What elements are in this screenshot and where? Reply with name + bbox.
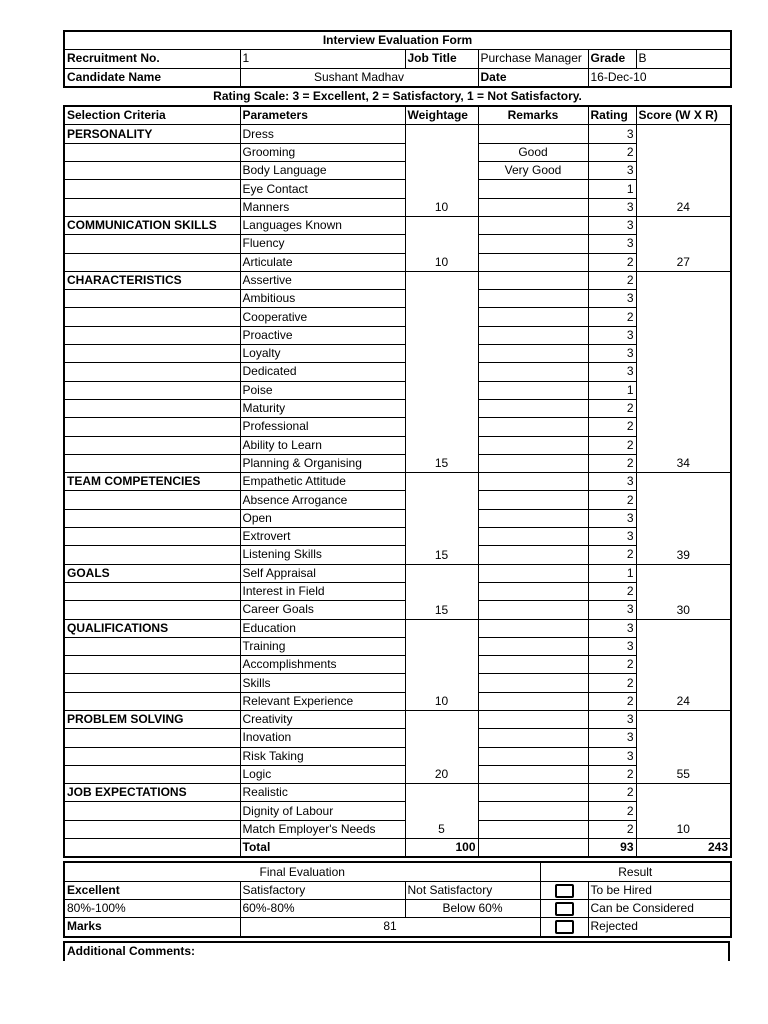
rating-value: 3	[588, 290, 636, 308]
criteria-blank	[64, 326, 240, 344]
marks-label: Marks	[64, 918, 240, 937]
parameter-name: Loyalty	[240, 345, 405, 363]
criteria-name: PROBLEM SOLVING	[64, 710, 240, 728]
rating-value: 2	[588, 491, 636, 509]
criteria-blank	[64, 546, 240, 564]
criteria-blank	[64, 656, 240, 674]
criteria-row	[64, 180, 731, 198]
remarks-value	[478, 674, 588, 692]
rating-value: 1	[588, 381, 636, 399]
remarks-value	[478, 436, 588, 454]
criteria-row	[64, 582, 731, 600]
rating-value: 2	[588, 399, 636, 417]
candidate-label: Candidate Name	[64, 68, 240, 87]
criteria-blank	[64, 143, 240, 161]
rating-value: 2	[588, 436, 636, 454]
parameter-name: Self Appraisal	[240, 564, 405, 582]
rating-value: 2	[588, 454, 636, 472]
parameter-name: Open	[240, 509, 405, 527]
criteria-name: QUALIFICATIONS	[64, 619, 240, 637]
criteria-name: JOB EXPECTATIONS	[64, 784, 240, 802]
score-value: 24	[636, 619, 731, 710]
weightage-value: 20	[405, 710, 478, 783]
hired-checkbox-cell[interactable]	[540, 881, 588, 899]
criteria-row	[64, 802, 731, 820]
criteria-blank	[64, 582, 240, 600]
remarks-value	[478, 418, 588, 436]
header-parameters: Parameters	[240, 106, 405, 125]
score-value: 39	[636, 473, 731, 564]
criteria-blank	[64, 345, 240, 363]
result-considered: Can be Considered	[588, 899, 731, 917]
parameter-name: Eye Contact	[240, 180, 405, 198]
recruitment-no: 1	[240, 50, 405, 68]
criteria-blank	[64, 308, 240, 326]
rating-value: 2	[588, 802, 636, 820]
recruitment-label: Recruitment No.	[64, 50, 240, 68]
parameter-name: Dedicated	[240, 363, 405, 381]
remarks-value	[478, 802, 588, 820]
remarks-value	[478, 235, 588, 253]
remarks-value	[478, 546, 588, 564]
remarks-value: Very Good	[478, 162, 588, 180]
total-rating: 93	[588, 839, 636, 858]
weightage-value: 15	[405, 564, 478, 619]
criteria-row	[64, 601, 731, 619]
criteria-row	[64, 765, 731, 783]
parameter-name: Listening Skills	[240, 546, 405, 564]
criteria-row	[64, 326, 731, 344]
criteria-row	[64, 491, 731, 509]
result-hired: To be Hired	[588, 881, 731, 899]
criteria-name: CHARACTERISTICS	[64, 271, 240, 289]
remarks-value	[478, 637, 588, 655]
total-blank	[64, 839, 240, 858]
criteria-blank	[64, 528, 240, 546]
criteria-blank	[64, 820, 240, 838]
header-remarks: Remarks	[478, 106, 588, 125]
final-evaluation-title: Final Evaluation	[64, 862, 540, 881]
grade-label: Grade	[588, 50, 636, 68]
parameter-name: Creativity	[240, 710, 405, 728]
rating-value: 2	[588, 271, 636, 289]
criteria-row	[64, 125, 731, 143]
criteria-row	[64, 710, 731, 728]
rating-value: 1	[588, 564, 636, 582]
criteria-name: COMMUNICATION SKILLS	[64, 216, 240, 234]
remarks-value	[478, 399, 588, 417]
parameter-name: Ability to Learn	[240, 436, 405, 454]
criteria-row	[64, 820, 731, 838]
rating-value: 3	[588, 216, 636, 234]
criteria-row	[64, 729, 731, 747]
excellent-range: 80%-100%	[64, 899, 240, 917]
header-score: Score (W X R)	[636, 106, 731, 125]
criteria-row	[64, 509, 731, 527]
header-weightage: Weightage	[405, 106, 478, 125]
parameter-name: Realistic	[240, 784, 405, 802]
weightage-value: 15	[405, 271, 478, 472]
rating-value: 3	[588, 235, 636, 253]
score-value: 30	[636, 564, 731, 619]
form-title: Interview Evaluation Form	[64, 31, 731, 50]
criteria-blank	[64, 491, 240, 509]
satisfactory-range: 60%-80%	[240, 899, 405, 917]
remarks-value	[478, 601, 588, 619]
criteria-name: GOALS	[64, 564, 240, 582]
rating-value: 3	[588, 473, 636, 491]
criteria-blank	[64, 637, 240, 655]
parameter-name: Dignity of Labour	[240, 802, 405, 820]
rating-value: 3	[588, 509, 636, 527]
parameter-name: Fluency	[240, 235, 405, 253]
criteria-row	[64, 619, 731, 637]
criteria-row	[64, 436, 731, 454]
remarks-value	[478, 619, 588, 637]
rating-value: 3	[588, 198, 636, 216]
criteria-blank	[64, 198, 240, 216]
parameter-name: Languages Known	[240, 216, 405, 234]
grade-value: B	[636, 50, 731, 68]
criteria-blank	[64, 765, 240, 783]
parameter-name: Skills	[240, 674, 405, 692]
criteria-name: PERSONALITY	[64, 125, 240, 143]
weightage-value: 10	[405, 125, 478, 216]
criteria-row	[64, 162, 731, 180]
parameter-name: Assertive	[240, 271, 405, 289]
parameter-name: Interest in Field	[240, 582, 405, 600]
rating-value: 3	[588, 619, 636, 637]
criteria-row	[64, 235, 731, 253]
remarks-value	[478, 784, 588, 802]
criteria-blank	[64, 692, 240, 710]
criteria-row	[64, 674, 731, 692]
parameter-name: Empathetic Attitude	[240, 473, 405, 491]
parameter-name: Accomplishments	[240, 656, 405, 674]
criteria-row	[64, 473, 731, 491]
remarks-value	[478, 345, 588, 363]
total-remarks-blank	[478, 839, 588, 858]
remarks-value	[478, 473, 588, 491]
parameter-name: Professional	[240, 418, 405, 436]
criteria-blank	[64, 180, 240, 198]
remarks-value	[478, 692, 588, 710]
score-value: 10	[636, 784, 731, 839]
parameter-name: Poise	[240, 381, 405, 399]
remarks-value	[478, 308, 588, 326]
rating-value: 2	[588, 418, 636, 436]
parameter-name: Logic	[240, 765, 405, 783]
rating-value: 3	[588, 345, 636, 363]
criteria-row	[64, 454, 731, 472]
header-rating: Rating	[588, 106, 636, 125]
parameter-name: Education	[240, 619, 405, 637]
considered-checkbox-cell[interactable]	[540, 899, 588, 917]
considered-checkbox[interactable]	[555, 902, 574, 916]
remarks-value: Good	[478, 143, 588, 161]
rating-value: 2	[588, 784, 636, 802]
total-weightage: 100	[405, 839, 478, 858]
rating-value: 3	[588, 601, 636, 619]
rating-value: 2	[588, 582, 636, 600]
parameter-name: Inovation	[240, 729, 405, 747]
criteria-row	[64, 637, 731, 655]
criteria-blank	[64, 363, 240, 381]
criteria-row	[64, 692, 731, 710]
parameter-name: Career Goals	[240, 601, 405, 619]
remarks-value	[478, 381, 588, 399]
remarks-value	[478, 363, 588, 381]
remarks-value	[478, 656, 588, 674]
criteria-row	[64, 381, 731, 399]
parameter-name: Relevant Experience	[240, 692, 405, 710]
job-title-value: Purchase Manager	[478, 50, 588, 68]
remarks-value	[478, 710, 588, 728]
satisfactory-label: Satisfactory	[240, 881, 405, 899]
rating-value: 2	[588, 253, 636, 271]
criteria-blank	[64, 418, 240, 436]
rating-value: 3	[588, 747, 636, 765]
date-value: 16-Dec-10	[588, 68, 731, 87]
criteria-blank	[64, 674, 240, 692]
parameter-name: Manners	[240, 198, 405, 216]
criteria-row	[64, 747, 731, 765]
rating-value: 2	[588, 692, 636, 710]
rating-value: 3	[588, 162, 636, 180]
parameter-name: Absence Arrogance	[240, 491, 405, 509]
rating-value: 2	[588, 143, 636, 161]
parameter-name: Cooperative	[240, 308, 405, 326]
rating-value: 3	[588, 710, 636, 728]
remarks-value	[478, 747, 588, 765]
criteria-blank	[64, 399, 240, 417]
rating-value: 2	[588, 820, 636, 838]
weightage-value: 5	[405, 784, 478, 839]
criteria-row	[64, 345, 731, 363]
remarks-value	[478, 528, 588, 546]
parameter-name: Grooming	[240, 143, 405, 161]
weightage-value: 10	[405, 619, 478, 710]
total-label: Total	[240, 839, 405, 858]
result-rejected: Rejected	[588, 918, 731, 937]
criteria-row	[64, 143, 731, 161]
remarks-value	[478, 729, 588, 747]
remarks-value	[478, 820, 588, 838]
remarks-value	[478, 253, 588, 271]
parameter-name: Planning & Organising	[240, 454, 405, 472]
criteria-row	[64, 216, 731, 234]
remarks-value	[478, 765, 588, 783]
rating-value: 3	[588, 363, 636, 381]
rejected-checkbox-cell[interactable]	[540, 918, 588, 937]
remarks-value	[478, 271, 588, 289]
criteria-blank	[64, 253, 240, 271]
parameter-name: Proactive	[240, 326, 405, 344]
rating-value: 1	[588, 180, 636, 198]
criteria-blank	[64, 235, 240, 253]
rating-value: 3	[588, 528, 636, 546]
additional-comments-label: Additional Comments:	[64, 942, 729, 961]
criteria-body	[64, 125, 731, 839]
final-evaluation-table	[63, 861, 732, 937]
rating-value: 3	[588, 125, 636, 143]
rating-value: 2	[588, 308, 636, 326]
rating-value: 2	[588, 674, 636, 692]
criteria-row	[64, 253, 731, 271]
remarks-value	[478, 564, 588, 582]
criteria-table	[63, 105, 732, 858]
score-value: 34	[636, 271, 731, 472]
evaluation-sheet	[63, 30, 730, 961]
criteria-row	[64, 271, 731, 289]
criteria-row	[64, 198, 731, 216]
remarks-value	[478, 491, 588, 509]
remarks-value	[478, 290, 588, 308]
remarks-value	[478, 326, 588, 344]
criteria-row	[64, 546, 731, 564]
parameter-name: Ambitious	[240, 290, 405, 308]
criteria-blank	[64, 162, 240, 180]
criteria-blank	[64, 436, 240, 454]
parameter-name: Match Employer's Needs	[240, 820, 405, 838]
score-value: 27	[636, 216, 731, 271]
rating-value: 2	[588, 765, 636, 783]
comments-table	[63, 941, 730, 961]
criteria-row	[64, 564, 731, 582]
parameter-name: Articulate	[240, 253, 405, 271]
parameter-name: Training	[240, 637, 405, 655]
header-criteria: Selection Criteria	[64, 106, 240, 125]
result-title: Result	[540, 862, 731, 881]
hired-checkbox[interactable]	[555, 884, 574, 898]
score-value: 24	[636, 125, 731, 216]
job-title-label: Job Title	[405, 50, 478, 68]
weightage-value: 10	[405, 216, 478, 271]
remarks-value	[478, 180, 588, 198]
criteria-blank	[64, 601, 240, 619]
parameter-name: Dress	[240, 125, 405, 143]
rating-value: 2	[588, 656, 636, 674]
total-score: 243	[636, 839, 731, 858]
criteria-row	[64, 290, 731, 308]
criteria-blank	[64, 454, 240, 472]
criteria-row	[64, 308, 731, 326]
criteria-row	[64, 656, 731, 674]
parameter-name: Maturity	[240, 399, 405, 417]
score-value: 55	[636, 710, 731, 783]
excellent-label: Excellent	[64, 881, 240, 899]
remarks-value	[478, 582, 588, 600]
weightage-value: 15	[405, 473, 478, 564]
remarks-value	[478, 454, 588, 472]
remarks-value	[478, 509, 588, 527]
criteria-blank	[64, 290, 240, 308]
criteria-name: TEAM COMPETENCIES	[64, 473, 240, 491]
parameter-name: Risk Taking	[240, 747, 405, 765]
not-satisfactory-label: Not Satisfactory	[405, 881, 540, 899]
criteria-row	[64, 528, 731, 546]
date-label: Date	[478, 68, 588, 87]
rating-value: 3	[588, 729, 636, 747]
criteria-blank	[64, 729, 240, 747]
header-table	[63, 30, 732, 105]
candidate-name: Sushant Madhav	[240, 68, 478, 87]
criteria-row	[64, 418, 731, 436]
criteria-row	[64, 784, 731, 802]
criteria-blank	[64, 509, 240, 527]
remarks-value	[478, 198, 588, 216]
remarks-value	[478, 125, 588, 143]
criteria-blank	[64, 747, 240, 765]
criteria-row	[64, 399, 731, 417]
parameter-name: Extrovert	[240, 528, 405, 546]
rating-value: 3	[588, 637, 636, 655]
rating-value: 2	[588, 546, 636, 564]
criteria-row	[64, 363, 731, 381]
criteria-blank	[64, 802, 240, 820]
marks-value: 81	[240, 918, 540, 937]
criteria-blank	[64, 381, 240, 399]
rating-scale: Rating Scale: 3 = Excellent, 2 = Satisfactory, 1 = Not Satisfactory.	[213, 89, 582, 104]
rating-value: 3	[588, 326, 636, 344]
remarks-value	[478, 216, 588, 234]
not-satisfactory-range: Below 60%	[405, 899, 540, 917]
rejected-checkbox[interactable]	[555, 920, 574, 934]
parameter-name: Body Language	[240, 162, 405, 180]
